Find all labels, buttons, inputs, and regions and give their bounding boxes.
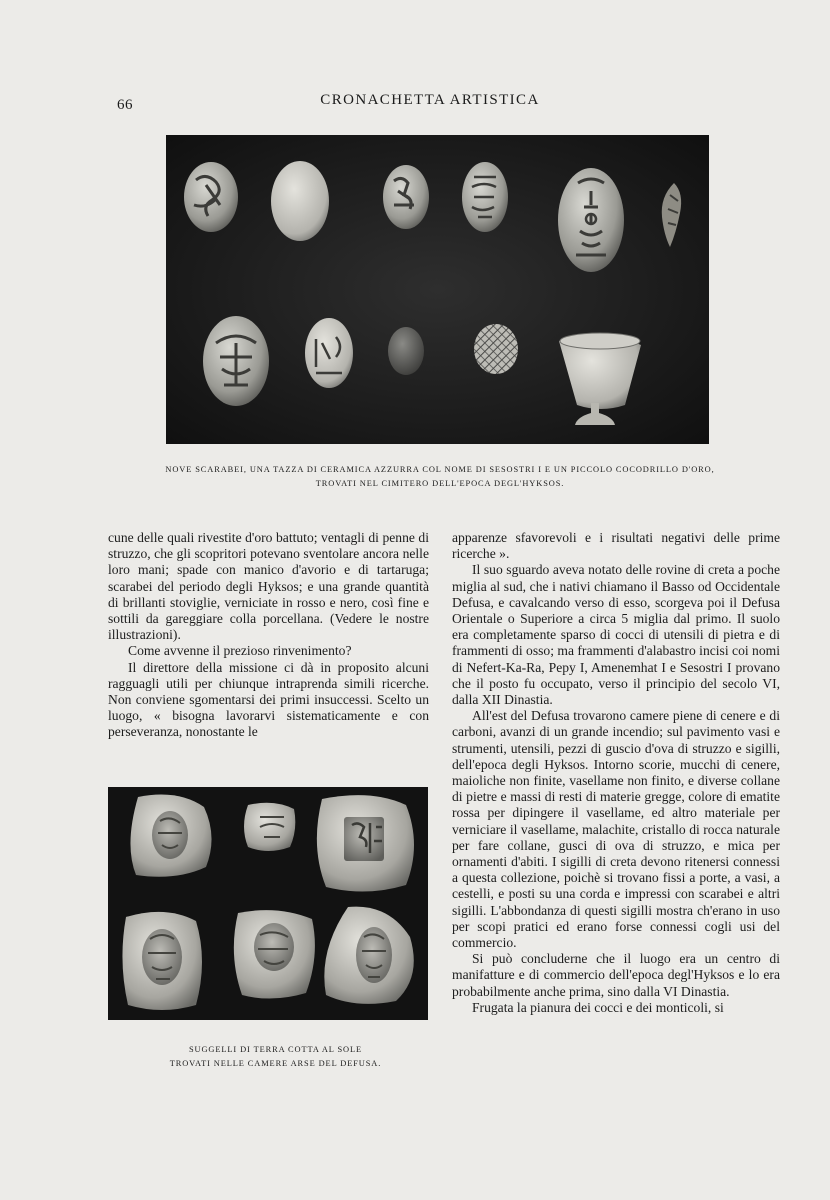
right-paragraph-5: Frugata la pianura dei cocci e dei monticoli, si	[472, 999, 724, 1015]
figure2-caption-line1: SUGGELLI DI TERRA COTTA AL SOLE	[188, 1045, 363, 1054]
scarabs-photograph	[166, 135, 709, 444]
left-paragraph-2: Come avvenne il prezioso rinvenimento?	[128, 643, 352, 659]
figure1-caption	[120, 463, 760, 491]
seal-4	[122, 912, 202, 1010]
right-column	[452, 530, 780, 1016]
clay-seals-photograph	[108, 787, 428, 1020]
scarab-8-small	[388, 327, 424, 375]
seal-1	[130, 795, 211, 877]
right-paragraph-4: Si può concluderne che il luogo era un centro di manifatture e di commercio dell'epoca degl'Hyksos e lo era probabilmente anche prima, sino dalla VI Dinastia.	[452, 951, 780, 999]
scarab-4	[462, 162, 508, 232]
figure2-caption	[108, 1043, 443, 1071]
left-paragraph-1: cune delle quali rivestite d'oro battuto; ventagli di penne di struzzo, che gli scopritori potevano sventolare ancora nelle loro mani; spade con manico d'avorio e di tartaruga; scarabei del periodo degli Hyksos; e una grande quantità di brillanti stoviglie, verniciate in rosso e nero, così fine e sottili da gareggiare colla porcellana. (Vedere le nostre illustrazioni).	[108, 530, 429, 643]
seal-3	[317, 795, 414, 891]
scarab-6	[203, 316, 269, 406]
left-column	[108, 530, 429, 741]
scarab-1	[184, 162, 238, 232]
left-paragraph-3: Il direttore della missione ci dà in proposito alcuni ragguagli utili per chiunque intraprenda simili ricerche. Non conviene sgomentarsi dei primi insuccessi. Scelto un luogo, « bisogna lavorarvi sistematicamente e con perseveranza, nonostante le	[108, 659, 429, 740]
page-number: 66	[117, 97, 133, 113]
right-paragraph-1: apparenze sfavorevoli e i risultati negativi delle prime ricerche ».	[452, 530, 780, 562]
running-title: CRONACHETTA ARTISTICA	[320, 92, 540, 108]
scarab-9-hatched	[474, 324, 518, 374]
right-paragraph-2: Il suo sguardo aveva notato delle rovine di creta a poche miglia al sud, che i nativi chiamano il Basso od Occidentale Defusa, e cavalcando verso di esso, scorgeva poi il Defusa Orientale o Superiore a circa 5 miglia dal primo. Il suolo era completamente sparso di cocci di utensili di pietra e di frammenti di osso; ma frammenti d'alabastro incisi coi nomi di Nefert-Ka-Ra, Pepy I, Amenemhat I e Sesostri I provano che il posto fu occupato, verso il principio del secolo VI, dalla XII Dinastia.	[452, 562, 780, 708]
scarab-7	[305, 318, 353, 388]
seal-5	[234, 910, 315, 998]
figure1-caption-line1: NOVE SCARABEI, UNA TAZZA DI CERAMICA AZZURRA COL NOME DI SESOSTRI I E UN PICCOLO COCODRILLO D'ORO,	[165, 465, 715, 474]
figure1-caption-line2: TROVATI NEL CIMITERO DELL'EPOCA DEGL'HYKSOS.	[315, 479, 565, 488]
right-paragraph-3: All'est del Defusa trovarono camere piene di cenere e di carboni, avanzi di un grande incendio; sul pavimento vasi e strumenti, utensili, pezzi di guscio d'ova di struzzo e sigilli, dell'epoca degli Hyksos. Intorno scorie, mucchi di cenere, maioliche non finite, vasellame non finito, e diverse collane di pietre e massi di resti di materie gregge, colore di ematite rossa per dipingere il vasellame, ed altro materiale per verniciare il vasellame, malachite, cristallo di rocca naturale per fare collane, gusci di ova di struzzo, e mica per ornamenti d'abiti. I sigilli di creta devono ritenersi connessi a questa collezione, poichè si trovano fissi a porte, a vasi, a cestelli, e posti su una corda e impressi con scarabei e altri sigilli. L'abbondanza di questi sigilli mostra ch'erano in uso per scopi pratici ed erano forse connessi cogli usi del commercio.	[452, 708, 780, 951]
scarab-3	[383, 165, 429, 229]
figure2-caption-line2: TROVATI NELLE CAMERE ARSE DEL DEFUSA.	[169, 1059, 382, 1068]
seal-2	[244, 803, 295, 851]
scarab-2-plain	[271, 161, 329, 241]
scarab-5-large	[558, 168, 624, 272]
